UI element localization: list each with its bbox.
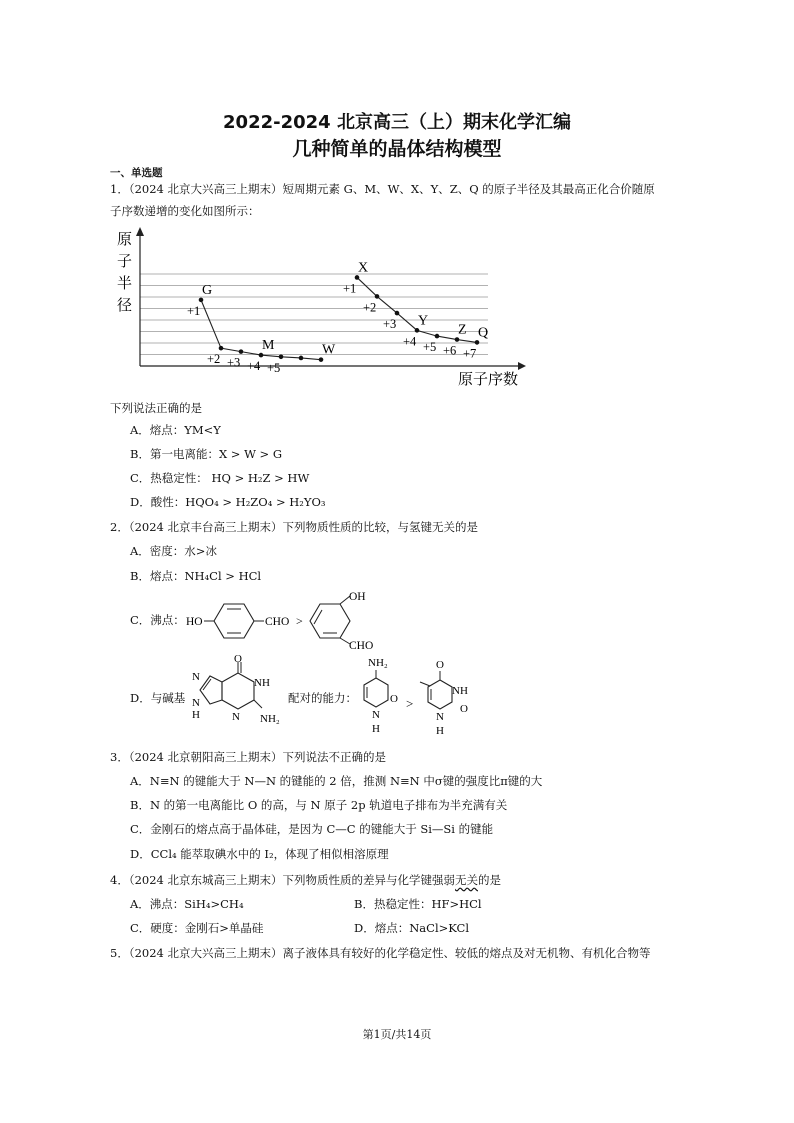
- element-label: M: [262, 338, 275, 354]
- data-point: [395, 311, 400, 316]
- data-point: [475, 340, 480, 345]
- svg-text:H: H: [192, 709, 200, 721]
- q2-option-d-label: D．与碱基: [130, 691, 186, 705]
- q4-emphasis: 无关: [455, 873, 478, 887]
- valence-label: +5: [267, 360, 281, 375]
- data-point: [455, 337, 460, 342]
- chart-marks: [187, 260, 488, 374]
- svg-text:N: N: [192, 671, 200, 683]
- valence-label: +2: [207, 352, 221, 367]
- q4-stem: 4．（2024 北京东城高三上期末）下列物质性质的差异与化学键强弱无关的是: [110, 873, 501, 887]
- q1-stem-line1: 1．（2024 北京大兴高三上期末）短周期元素 G、M、W、X、Y、Z、Q 的原子半径及其最高正化合价随原: [110, 182, 655, 196]
- x-axis-arrow: [518, 362, 526, 370]
- svg-text:H: H: [436, 725, 444, 737]
- data-point: [435, 334, 440, 339]
- svg-text:O: O: [390, 693, 398, 705]
- q1-prompt: 下列说法正确的是: [110, 401, 202, 415]
- q3-stem: 3．（2024 北京朝阳高三上期末）下列说法不正确的是: [110, 750, 386, 764]
- q4-option-b: B．热稳定性：HF>HCl: [354, 897, 482, 911]
- svg-text:NH: NH: [254, 677, 270, 689]
- valence-label: +4: [247, 359, 261, 374]
- element-label: Y: [418, 313, 429, 329]
- q2-option-a: A．密度：水>冰: [130, 544, 217, 558]
- svg-text:H: H: [372, 723, 380, 735]
- document-subtitle: 几种简单的晶体结构模型: [292, 138, 502, 160]
- data-point: [239, 349, 244, 354]
- valence-label: +1: [187, 303, 201, 318]
- base-structures: [356, 652, 496, 740]
- data-point: [355, 275, 360, 280]
- data-point: [375, 294, 380, 299]
- svg-text:O: O: [460, 703, 468, 715]
- q1-option-d: D．酸性：HQO₄ > H₂ZO₄ > H₂YO₃: [130, 495, 326, 509]
- svg-text:NH₂: NH₂: [368, 657, 388, 669]
- data-point: [319, 357, 324, 362]
- element-label: W: [322, 342, 336, 358]
- q2-option-b: B．熔点：NH₄Cl > HCl: [130, 569, 262, 583]
- q2-c-structures: [186, 588, 386, 650]
- para-ho-label: HO: [186, 616, 203, 628]
- data-point: [415, 328, 420, 333]
- q4-option-d: D．熔点：NaCl>KCl: [354, 921, 470, 935]
- y-axis-arrow: [136, 227, 144, 236]
- q3-option-b: B．N 的第一电离能比 O 的高，与 N 原子 2p 轨道电子排布为半充满有关: [130, 798, 508, 812]
- q5-stem: 5．（2024 北京大兴高三上期末）离子液体具有较好的化学稳定性、较低的熔点及对无机物、有机化合物等: [110, 946, 651, 960]
- svg-text:N: N: [232, 711, 240, 723]
- para-cho-label: CHO: [265, 616, 290, 628]
- x-axis-label: 原子序数: [458, 372, 519, 388]
- element-label: X: [358, 260, 369, 276]
- gt-sign: >: [296, 614, 303, 628]
- data-point: [279, 355, 284, 360]
- valence-label: +6: [443, 343, 457, 358]
- q2-option-c-label: C．沸点：: [130, 613, 185, 627]
- valence-label: +5: [423, 340, 437, 355]
- q3-option-c: C．金刚石的熔点高于晶体硅，是因为 C—C 的键能大于 Si—Si 的键能: [130, 822, 494, 836]
- radius-valence-chart: [110, 224, 530, 394]
- q2-stem: 2．（2024 北京丰台高三上期末）下列物质性质的比较，与氢键无关的是: [110, 520, 478, 534]
- svg-text:N: N: [436, 711, 444, 723]
- element-label: G: [202, 282, 213, 298]
- svg-text:O: O: [436, 659, 444, 671]
- q1-option-b: B．第一电离能：X > W > G: [130, 447, 283, 461]
- valence-label: +3: [383, 317, 397, 332]
- q1-option-c: C．热稳定性： HQ > H₂Z > HW: [130, 471, 310, 485]
- data-point: [219, 346, 224, 351]
- element-label: Z: [458, 322, 467, 338]
- y-label-char: 半: [117, 276, 133, 292]
- page-number: 第1页/共14页: [362, 1028, 432, 1041]
- ortho-oh-label: OH: [349, 591, 366, 603]
- svg-text:>: >: [406, 696, 414, 711]
- data-point: [299, 356, 304, 361]
- svg-text:N: N: [372, 709, 380, 721]
- svg-text:NH: NH: [452, 685, 468, 697]
- section-heading: 一、单选题: [110, 167, 163, 179]
- q4-option-a: A．沸点：SiH₄>CH₄: [130, 897, 244, 911]
- svg-text:NH₂: NH₂: [260, 713, 280, 725]
- valence-label: +3: [227, 355, 241, 370]
- q3-option-d: D．CCl₄ 能萃取碘水中的 I₂，体现了相似相溶原理: [130, 847, 389, 861]
- element-label: Q: [478, 325, 489, 341]
- data-point: [259, 353, 264, 358]
- ortho-cho-label: CHO: [349, 640, 374, 650]
- valence-label: +4: [403, 334, 417, 349]
- q1-option-a: A．熔点：YM<Y: [130, 423, 221, 437]
- q4-option-c: C．硬度：金刚石>单晶硅: [130, 921, 264, 935]
- y-label-char: 原: [117, 232, 133, 248]
- document-title: 2022-2024 北京高三（上）期末化学汇编: [223, 112, 571, 133]
- q3-option-a: A．N≡N 的键能大于 N—N 的键能的 2 倍，推测 N≡N 中σ键的强度比π键的大: [130, 774, 543, 788]
- svg-text:N: N: [192, 697, 200, 709]
- valence-label: +2: [363, 300, 377, 315]
- y-label-char: 子: [117, 254, 133, 270]
- y-label-char: 径: [117, 298, 133, 314]
- valence-label: +7: [463, 346, 477, 361]
- guanine-structure: [186, 652, 286, 736]
- valence-label: +1: [343, 281, 357, 296]
- q1-stem-line2: 子序数递增的变化如图所示：: [110, 204, 260, 218]
- q2-option-d-mid: 配对的能力：: [288, 691, 357, 705]
- y-axis-label: [117, 231, 132, 314]
- data-point: [199, 298, 204, 303]
- svg-text:O: O: [234, 653, 242, 665]
